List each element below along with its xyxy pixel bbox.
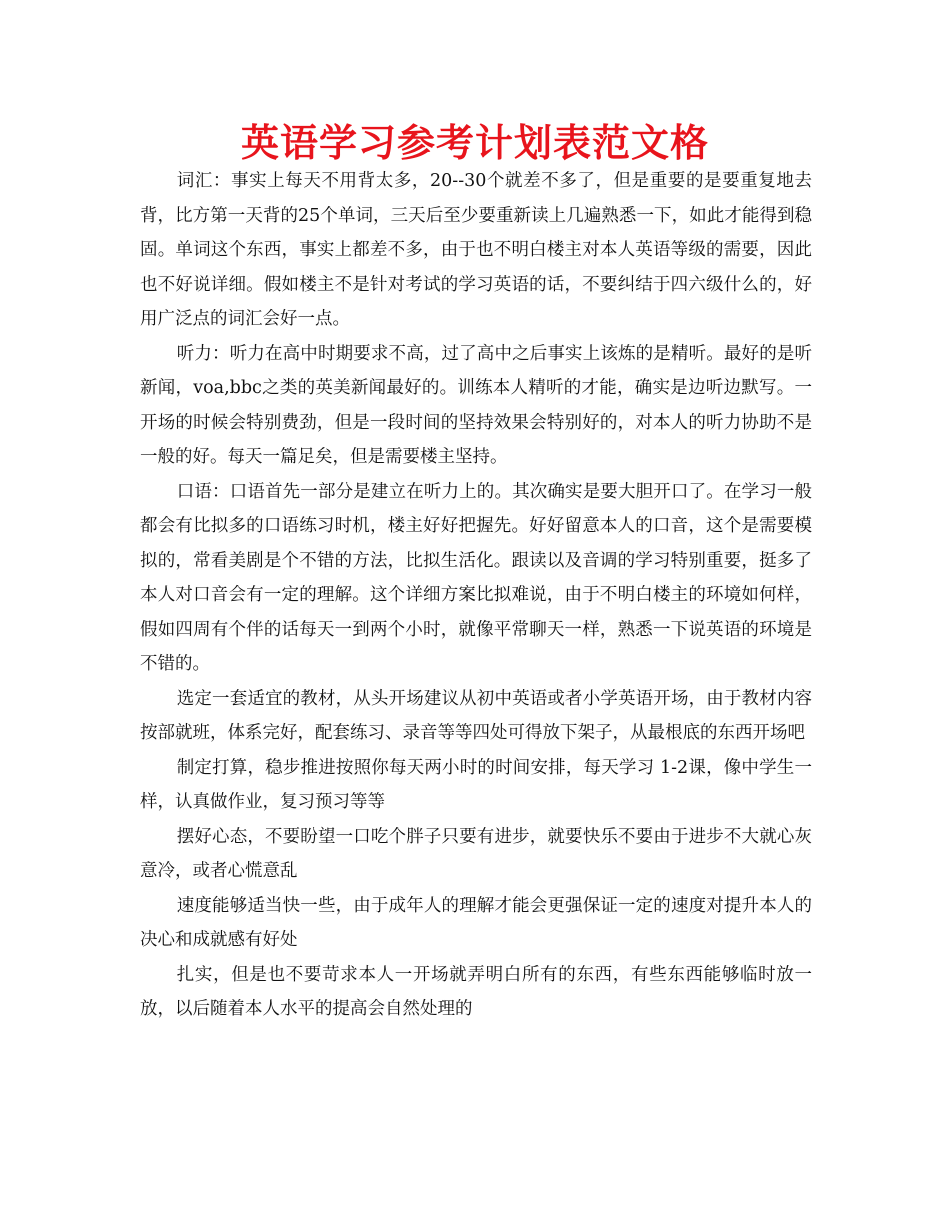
paragraph-vocabulary: 词汇：事实上每天不用背太多，20--30个就差不多了，但是重要的是要重复地去背，比方第一天背的25个单词，三天后至少要重新读上几遍熟悉一下，如此才能得到稳固。单词这个东西，事实上都差不多，由于也不明白楼主对本人英语等级的需要，因此也不好说详细。假如楼主不是针对考试的学习英语的话，不要纠结于四六级什么的，好用广泛点的词汇会好一点。 (140, 171, 812, 329)
paragraph-mindset: 摆好心态，不要盼望一口吃个胖子只要有进步，就要快乐不要由于进步不大就心灰意冷，或者心慌意乱 (140, 826, 812, 881)
document-body (140, 164, 812, 1027)
document-title: 英语学习参考计划表范文格 (240, 120, 709, 165)
paragraph-speaking: 口语：口语首先一部分是建立在听力上的。其次确实是要大胆开口了。在学习一般都会有比拟多的口语练习时机，楼主好好把握先。好好留意本人的口音，这个是需要模拟的，常看美剧是个不错的方法，比拟生活化。跟读以及音调的学习特别重要，挺多了本人对口音会有一定的理解。这个详细方案比拟难说，由于不明白楼主的环境如何样，假如四周有个伴的话每天一到两个小时，就像平常聊天一样，熟悉一下说英语的环境是不错的。 (140, 481, 812, 674)
paragraph-speed: 速度能够适当快一些，由于成年人的理解才能会更强保证一定的速度对提升本人的决心和成就感有好处 (140, 895, 812, 950)
paragraph-listening: 听力：听力在高中时期要求不高，过了高中之后事实上该炼的是精听。最好的是听新闻，voa,bbc之类的英美新闻最好的。训练本人精听的才能，确实是边听边默写。一开场的时候会特别费劲，但是一段时间的坚持效果会特别好的，对本人的听力协助不是一般的好。每天一篇足矣，但是需要楼主坚持。 (140, 343, 812, 467)
paragraph-plan: 制定打算，稳步推进按照你每天两小时的时间安排，每天学习 1-2课，像中学生一样，认真做作业，复习预习等等 (140, 757, 812, 812)
paragraph-textbook: 选定一套适宜的教材，从头开场建议从初中英语或者小学英语开场，由于教材内容按部就班，体系完好，配套练习、录音等等四处可得放下架子，从最根底的东西开场吧 (140, 688, 812, 743)
paragraph-solid: 扎实，但是也不要苛求本人一开场就弄明白所有的东西，有些东西能够临时放一放，以后随着本人水平的提高会自然处理的 (140, 964, 812, 1019)
